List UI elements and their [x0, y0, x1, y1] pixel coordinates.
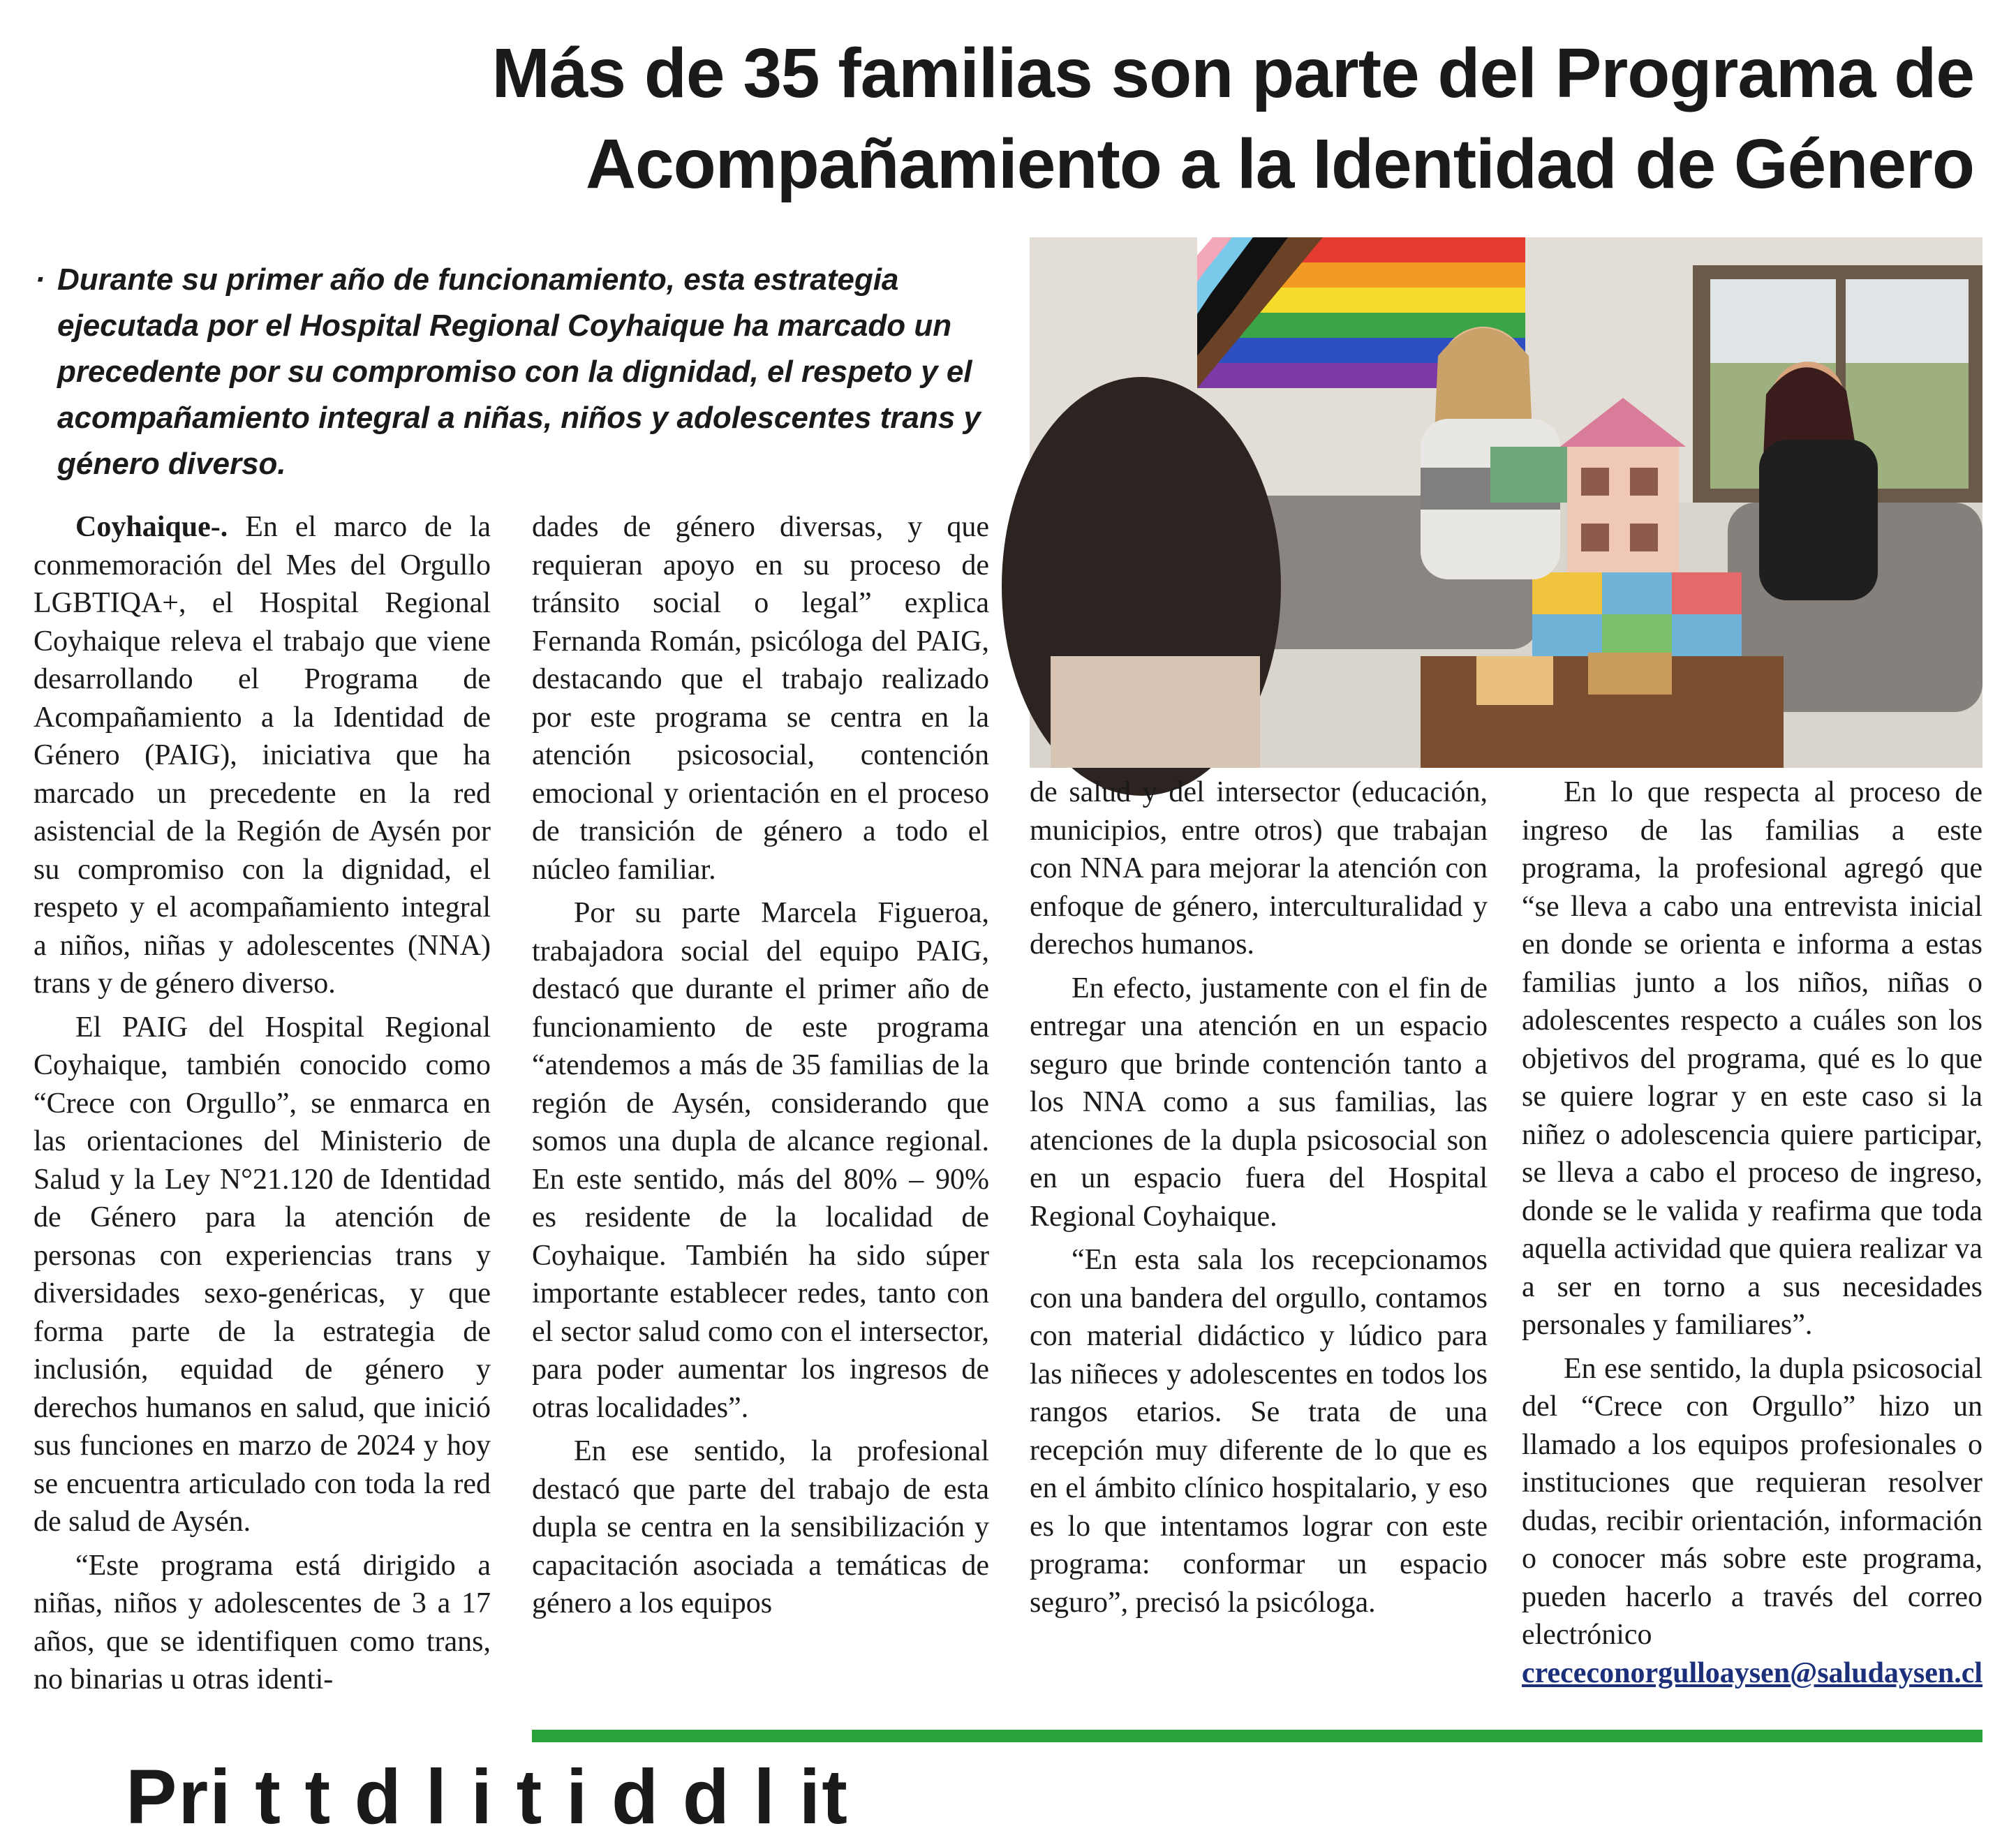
paragraph: En lo que respecta al proceso de ingreso de las familias a este programa, la profesional agregó que “se lleva a cabo una entrevista inicial en donde se orienta e informa a estas familias junto a los niños, niñas o adolescentes respecto a cuáles son los objetivos del programa, qué es lo que se quiere lograr y en este caso si la niñez o adolescencia quiere participar, se lleva a cabo el proceso de ingreso, donde se le valida y reafirma que toda aquella actividad que quiera realizar va a ser en torno a sus necesidades personales y familiares”.: [1522, 776, 1982, 1341]
paragraph: “Este programa está dirigido a niñas, niños y adolescentes de 3 a 17 años, que se identifiquen como trans, no binarias u otras identi-: [34, 1549, 491, 1696]
photo-illustration: [1030, 237, 1982, 768]
headline-line-1: Más de 35 familias son parte del Programa de: [491, 34, 1974, 112]
paragraph: “En esta sala los recepcionamos con una bandera del orgullo, contamos con material didáctico y lúdico para las niñeces y adolescentes en todos los rangos etarios. Se trata de una recepción muy diferente de lo que es en el ámbito clínico hospitalario, y eso es lo que intentamos lograr con este programa: conformar un espacio seguro”, precisó la psicóloga.: [1030, 1244, 1488, 1619]
article-photo: [1030, 237, 1982, 768]
paragraph: En efecto, justamente con el fin de entregar una atención en un espacio seguro que brinde contención tanto a los NNA como a sus familias, las atenciones de la dupla psicosocial son en un espacio fuera del Hospital Regional Coyhaique.: [1030, 972, 1488, 1233]
paragraph: Coyhaique-. En el marco de la conmemoración del Mes del Orgullo LGBTIQA+, el Hospital Regional Coyhaique releva el trabajo que viene desarrollando el Programa de Acompañamiento a la Identidad de Género (PAIG), iniciativa que ha marcado un precedente en la red asistencial de la Región de Aysén por su compromiso con la dignidad, el respeto y el acompañamiento integral a niños, niñas y adolescentes (NNA) trans y de género diverso.: [34, 511, 491, 1000]
lead-text: Durante su primer año de funcionamiento, esta estrategia ejecutada por el Hospital Regional Coyhaique ha marcado un precedente por su compromiso con la dignidad, el respeto y el acompañamiento integral a niñas, niños y adolescentes trans y género diverso.: [57, 262, 981, 481]
paragraph: En ese sentido, la profesional destacó que parte del trabajo de esta dupla se centra en la sensibilización y capacitación asociada a temáticas de género a los equipos: [532, 1435, 989, 1619]
paragraph: de salud y del intersector (educación, municipios, entre otros) que trabajan con NNA para mejorar la atención con enfoque de género, interculturalidad y derechos humanos.: [1030, 776, 1488, 960]
paragraph: Por su parte Marcela Figueroa, trabajadora social del equipo PAIG, destacó que durante el primer año de funcionamiento de este programa “atendemos a más de 35 familias de la región de Aysén, considerando que somos una dupla de alcance regional. En este sentido, más del 80% – 90% es residente de la localidad de Coyhaique. También ha sido súper importante establecer redes, tanto con el sector salud como con el intersector, para poder aumentar los ingresos de otras localidades”.: [532, 897, 989, 1424]
body-column-1: [34, 508, 491, 1765]
paragraph: dades de género diversas, y que requieran apoyo en su proceso de tránsito social o legal” explica Fernanda Román, psicóloga del PAIG, destacando que el trabajo realizado por este programa se centra en la atención psicosocial, contención emocional y orientación en el proceso de transición de género a todo el núcleo familiar.: [532, 511, 989, 886]
bullet-icon: ·: [35, 262, 45, 297]
section-divider: [532, 1730, 1982, 1742]
next-article-headline: Pri t t d l i t i d d l it: [126, 1754, 849, 1840]
body-column-3: [1030, 773, 1488, 1723]
headline-line-2: Acompañamiento a la Identidad de Género: [585, 125, 1974, 203]
article-headline: [42, 28, 1974, 209]
contact-email-link[interactable]: crececonorgulloaysen@saludaysen.cl: [1522, 1656, 1983, 1689]
body-column-4: [1522, 773, 1982, 1723]
paragraph: En ese sentido, la dupla psicosocial del “Crece con Orgullo” hizo un llamado a los equipos profesionales o instituciones que requieran resolver dudas, recibir orientación, información o conocer más sobre este programa, pueden hacerlo a través del correo electrónico crececonorgulloaysen@saludaysen.cl: [1522, 1352, 1983, 1689]
dateline: Coyhaique-.: [75, 511, 228, 543]
lead-summary: [35, 257, 991, 487]
paragraph: El PAIG del Hospital Regional Coyhaique, también conocido como “Crece con Orgullo”, se enmarca en las orientaciones del Ministerio de Salud y la Ley N°21.120 de Identidad de Género para la atención de personas con experiencias trans y diversidades sexo-genéricas, y que forma parte de la estrategia de inclusión, equidad de género y derechos humanos en salud, que inició sus funciones en marzo de 2024 y hoy se encuentra articulado con toda la red de salud de Aysén.: [34, 1011, 491, 1538]
body-column-2: [532, 508, 989, 1723]
